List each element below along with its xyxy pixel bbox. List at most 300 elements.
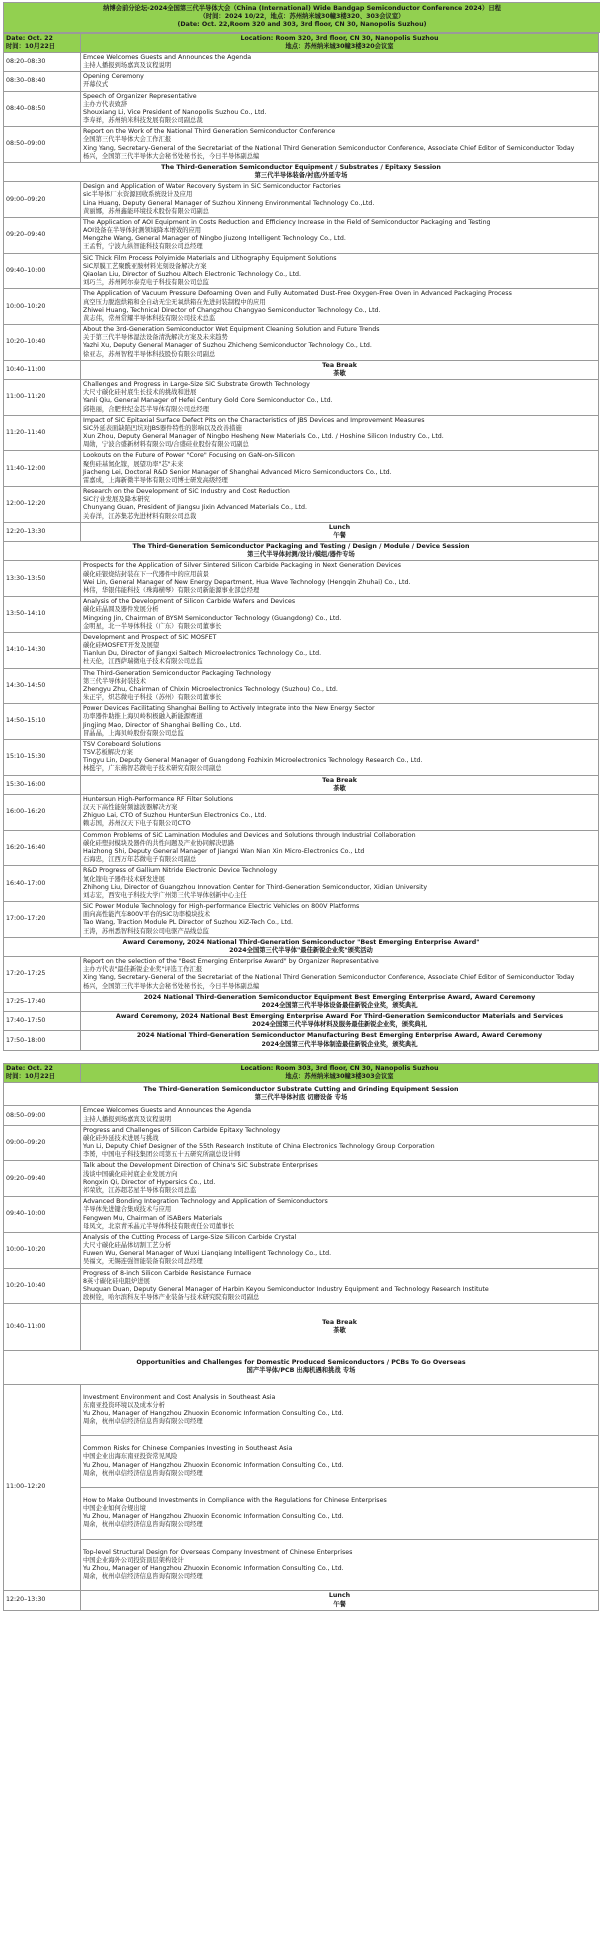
day2-date-cell (4, 1063, 81, 1082)
agenda-item (81, 253, 599, 289)
agenda-item (81, 1197, 599, 1233)
time-slot: 12:20–13:30 (4, 522, 81, 541)
session-row (4, 1351, 599, 1384)
table-row (4, 957, 599, 993)
session-title-line: Opportunities and Challenges for Domestic Produced Semiconductors / PCBs To Go Overseas (136, 1359, 466, 1367)
table-row (4, 1232, 599, 1268)
agenda-item-line: Tao Wang, Traction Module PL Director of Suzhou XiZ-Tech Co., Ltd. (83, 919, 293, 927)
agenda-item-line: Shouxiang Li, Vice President of Nanopolis Suzhou Co., Ltd. (83, 108, 267, 116)
day1-location-cn: 地点：苏州纳米城30幢3楼320会议室 (285, 42, 394, 50)
break-item (81, 1304, 599, 1351)
agenda-item-line: Xing Yang, Secretary-General of the Secretariat of the National Third Generation Semiconductor Conference, Associate Chief Editor of Semiconductor Today (83, 974, 575, 982)
session-row (4, 937, 599, 956)
agenda-item-line: 开幕仪式 (83, 81, 109, 89)
agenda-item-line: TSV芯板解决方案 (83, 749, 133, 757)
agenda-item-line: Yazhi Xu, Deputy General Manager of Suzhou Zhicheng Semiconductor Technology Co., Ltd. (83, 342, 372, 350)
break-line: Tea Break (322, 776, 357, 784)
time-slot: 11:40–12:00 (4, 451, 81, 487)
agenda-item (81, 1385, 598, 1437)
day1-schedule-table (3, 33, 599, 1051)
time-slot: 10:40–11:00 (4, 360, 81, 379)
agenda-item-line: SiC Power Module Technology for High-performance Electric Vehicles on 800V Platforms (83, 903, 360, 911)
table-row (4, 704, 599, 740)
day2-schedule-table (3, 1063, 599, 1611)
header-subtitle: （时间：2024 10/22，地点：苏州纳米城30幢3楼320、303会议室） (199, 13, 405, 21)
agenda-item (81, 866, 599, 902)
agenda-item-line: 大尺寸碳化硅衬底生长技术的挑战和进展 (83, 389, 197, 397)
agenda-item-line: 母凤文，北京青禾晶元半导体科技有限责任公司董事长 (83, 1222, 235, 1230)
session-title-cn: 第三代半导体衬底 切磨设备 专场 (254, 1094, 348, 1102)
table-row (4, 182, 599, 218)
session-title-line: Award Ceremony, 2024 National Third-Generation Semiconductor "Best Emerging Enterprise Award" (122, 938, 480, 946)
day2-location-en: Location: Room 303, 3rd floor, CN 30, Nanopolis Suzhou (240, 1064, 439, 1072)
break-item (81, 360, 599, 379)
agenda-item (81, 1106, 599, 1125)
time-slot: 14:10–14:30 (4, 632, 81, 668)
agenda-item-line: 聚焦硅基氮化镓，展望功率"芯"未来 (83, 460, 184, 468)
agenda-item-line: 中国企业海外公司投资顶层架构设计 (83, 1556, 184, 1564)
agenda-item-line: SiC行业发展及降本研究 (83, 496, 150, 504)
agenda-item-line: 刘巧兰，苏州阿尔泰克电子科技有限公司总监 (83, 279, 209, 287)
agenda-item-line: TSV Coreboard Solutions (83, 740, 161, 748)
time-slot: 10:00–10:20 (4, 289, 81, 325)
agenda-item-line: Research on the Development of SiC Industry and Cost Reduction (83, 488, 290, 496)
agenda-item-line: 杨兴，全国第三代半导体大会秘书处秘书长，今日半导体副总编 (83, 152, 260, 160)
agenda-item-line: 全国第三代半导体大会工作汇报 (83, 136, 172, 144)
agenda-item-line: 林伟，华银伟能科技（珠海横琴）有限公司新能源事业部总经理 (83, 587, 260, 594)
agenda-item-line: Opening Ceremony (83, 73, 144, 81)
table-row (4, 522, 599, 541)
break-line: 茶歇 (333, 369, 346, 377)
break-item (81, 1591, 599, 1610)
day1-location-en: Location: Room 320, 3rd floor, CN 30, Nanopolis Suzhou (240, 34, 439, 42)
agenda-item-group (81, 1384, 599, 1591)
agenda-item-line: sic半导体厂水资源回收系统设计及应用 (83, 191, 193, 199)
agenda-item-line: Power Devices Facilitating Shanghai Belling to Actively Integrate into the New Energy Sector (83, 705, 375, 713)
time-slot: 17:25–17:40 (4, 992, 81, 1011)
agenda-item-line: Impact of SiC Epitaxial Surface Defect Pits on the Characteristics of JBS Devices and Improvement Measures (83, 416, 425, 424)
agenda-item-line: Haizhong Shi, Deputy General Manager of Jiangxi Wan Nian Xin Micro-Electronics Co., Ltd (83, 847, 365, 855)
agenda-item (81, 597, 599, 633)
table-row (4, 1031, 599, 1050)
agenda-item-line: 关春洋，江苏集芯先进材料有限公司总裁 (83, 512, 197, 520)
session-title (4, 1351, 599, 1384)
break-line: 茶歇 (333, 1327, 346, 1335)
agenda-item (81, 415, 599, 451)
agenda-item-line: 林挺宇，广东佛智芯微电子技术研究有限公司副总 (83, 765, 222, 773)
day1-date-en: Date: Oct. 22 (6, 34, 53, 42)
table-row (4, 1125, 599, 1161)
time-slot: 09:00–09:20 (4, 1125, 81, 1161)
table-row (4, 217, 599, 253)
agenda-item-line: The Application of Vacuum Pressure Defoaming Oven and Fully Automated Dust-Free Oxygen-Free Oven in Advanced Packaging Process (83, 290, 512, 298)
time-slot: 17:50–18:00 (4, 1031, 81, 1050)
time-slot: 13:50–14:10 (4, 597, 81, 633)
time-slot: 17:40–17:50 (4, 1012, 81, 1031)
agenda-item (81, 561, 599, 597)
session-title-line: 第三代半导体封测/设计/模组/器件专场 (247, 551, 355, 559)
agenda-item (81, 380, 599, 416)
table-row (4, 597, 599, 633)
agenda-item (81, 487, 599, 523)
agenda-item-line: Huntersun High-Performance RF Filter Solutions (83, 795, 234, 803)
agenda-item-line: Tianlun Du, Director of Jiangxi Saltech Microelectronics Technology Co., Ltd. (83, 650, 322, 658)
table-row (4, 668, 599, 704)
table-row (4, 487, 599, 523)
agenda-item-line: Challenges and Progress in Large-Size SiC Substrate Growth Technology (83, 381, 310, 389)
table-row (4, 632, 599, 668)
break-line: Lunch (328, 523, 351, 531)
agenda-item (81, 1161, 599, 1197)
time-slot: 08:30–08:40 (4, 72, 81, 91)
agenda-item-line: Investment Environment and Cost Analysis in Southeast Asia (83, 1393, 276, 1401)
agenda-item-line: Chunyang Guan, President of Jiangsu Jixin Advanced Materials Co., Ltd. (83, 504, 308, 512)
time-slot: 11:00–12:20 (4, 1384, 81, 1591)
session-title (4, 1083, 599, 1106)
time-slot: 08:50–09:00 (4, 127, 81, 163)
time-slot: 12:20–13:30 (4, 1591, 81, 1610)
session-title (4, 542, 599, 561)
time-slot: 09:00–09:20 (4, 182, 81, 218)
agenda-item-line: 冒晶晶，上海贝岭股份有限公司总监 (83, 729, 184, 737)
time-slot: 09:20–09:40 (4, 217, 81, 253)
agenda-item-line: Analysis of the Cutting Process of Large-Size Silicon Carbide Crystal (83, 1233, 297, 1241)
table-row (4, 775, 599, 794)
agenda-item-line: 朱正宇，炽芯微电子科技（苏州）有限公司董事长 (83, 694, 222, 702)
agenda-item (81, 1488, 598, 1540)
day2-location-cell (81, 1063, 599, 1082)
agenda-item-line: 中国企业出海东南亚投资常见风险 (83, 1453, 178, 1461)
table-row (4, 1304, 599, 1351)
agenda-item-line: Yu Zhou, Manager of Hangzhou Zhuoxin Economic Information Consulting Co., Ltd. (83, 1409, 344, 1417)
agenda-item-line: 邱艳丽，合肥世纪金芯半导体有限公司总经理 (83, 405, 209, 413)
agenda-item-line: 祁荣欣，江苏超芯星半导体有限公司总监 (83, 1187, 197, 1194)
agenda-item-line: 2024全国第三代半导体材料及服务最佳新锐企业奖，颁奖典礼 (252, 1021, 427, 1029)
agenda-item-line: 主持人播报到场嘉宾及议程说明 (83, 1115, 172, 1123)
agenda-item (81, 451, 599, 487)
agenda-item-line: 周余，杭州卓信经济信息咨询有限公司经理 (83, 1573, 203, 1581)
agenda-item-line: 半导体先进键合集成技术与应用 (83, 1206, 172, 1214)
agenda-item-line: Zhiwei Huang, Technical Director of Changzhou Changyao Semiconductor Technology Co., Ltd. (83, 306, 381, 314)
agenda-item-line: 碳化硅MOSFET开发及展望 (83, 642, 160, 650)
agenda-item-line: Fuwen Wu, General Manager of Wuxi Lianqiang Intelligent Technology Co., Ltd. (83, 1250, 332, 1258)
session-row (4, 542, 599, 561)
table-row (4, 360, 599, 379)
agenda-item-line: Mengzhe Wang, General Manager of Ningbo Jiuzong Intelligent Technology Co., Ltd. (83, 235, 346, 243)
agenda-item-line: Lina Huang, Deputy General Manager of Suzhou Xinneng Environmental Technology Co.,Ltd. (83, 199, 375, 207)
agenda-item-line: 真空压力脱泡烘箱和全自动无尘无氧烘箱在先进封装制程中的应用 (83, 298, 266, 306)
table-row (4, 52, 599, 71)
agenda-item-line: Development and Prospect of SiC MOSFET (83, 633, 217, 641)
agenda-item-line: 2024 National Third-Generation Semiconductor Equipment Best Emerging Enterprise Award, Award Ceremony (143, 993, 536, 1001)
table-row (4, 1268, 599, 1304)
agenda-item-line: 汉天下高性能射频滤波器解决方案 (83, 804, 178, 812)
header-subtitle-en: (Date: Oct. 22,Room 320 and 303, 3rd floor, CN 30, Nanopolis Suzhou) (177, 21, 427, 29)
break-line: Lunch (328, 1592, 351, 1600)
table-row (4, 451, 599, 487)
agenda-item-line: 金明星，北一半导体科技（广东）有限公司董事长 (83, 622, 222, 630)
award-item (81, 992, 599, 1011)
table-row (4, 866, 599, 902)
agenda-item-line: 2024全国第三代半导体设备最佳新锐企业奖，颁奖典礼 (261, 1001, 418, 1009)
time-slot: 11:20–11:40 (4, 415, 81, 451)
table-row (4, 127, 599, 163)
table-row (4, 561, 599, 597)
time-slot: 10:40–11:00 (4, 1304, 81, 1351)
agenda-item-line: Progress and Challenges of Silicon Carbide Epitaxy Technology (83, 1126, 281, 1134)
break-line: Tea Break (322, 361, 357, 369)
agenda-item-line: 杨兴，全国第三代半导体大会秘书处秘书长，今日半导体副总编 (83, 982, 260, 990)
agenda-item-line: 周余，杭州卓信经济信息咨询有限公司经理 (83, 1521, 203, 1529)
time-slot: 09:40–10:00 (4, 253, 81, 289)
agenda-item-line: Common Problems of SiC Lamination Modules and Devices and Solutions through Industrial Collaboration (83, 831, 416, 839)
agenda-item-line: SiC外延表面缺陷凹坑对JBS器件特性的影响以及改善措施 (83, 424, 242, 432)
table-row (4, 1197, 599, 1233)
agenda-item-line: 中国企业如何合规出境 (83, 1505, 146, 1513)
agenda-item-line: 黄志伟，常州常耀半导体科技有限公司技术总监 (83, 314, 216, 322)
day1-date-cn: 时间：10月22日 (6, 42, 56, 50)
agenda-item-line: 碳化硅塑封模块及器件的共性问题及产业协同解决思路 (83, 839, 235, 847)
session-title-line: 第三代半导体装备/衬底/外延专场 (254, 172, 348, 180)
agenda-item-line: Progress of 8-inch Silicon Carbide Resistance Furnace (83, 1269, 252, 1277)
agenda-item-line: 周余，杭州卓信经济信息咨询有限公司经理 (83, 1469, 203, 1477)
table-row (4, 902, 599, 938)
header-title: 纳博会前分论坛-2024全国第三代半导体大会（China (International) Wide Bandgap Semiconductor Conference 2024）日程 (103, 5, 501, 12)
agenda-item-line: Jiacheng Lei, Doctoral R&D Senior Manager of Shanghai Advanced Micro Semiconductors Co., Ltd. (83, 468, 392, 476)
agenda-item-line: 面向高性能汽车800V平台的SiC功率模块技术 (83, 911, 211, 919)
agenda-item-line: 碳化硅外延技术进展与挑战 (83, 1134, 159, 1142)
time-slot: 15:10–15:30 (4, 739, 81, 775)
agenda-item-line: 碳化硅晶圆及器件发展分析 (83, 606, 159, 614)
session-title-line: 2024全国第三代半导体"最佳新锐企业奖"颁奖活动 (229, 946, 373, 954)
session-row (4, 162, 599, 181)
day2-location-cn: 地点：苏州纳米城30幢3楼303会议室 (285, 1072, 394, 1080)
agenda-item-line: Common Risks for Chinese Companies Investing in Southeast Asia (83, 1445, 293, 1453)
time-slot: 09:40–10:00 (4, 1197, 81, 1233)
agenda-item-line: Prospects for the Application of Silver Sintered Silicon Carbide Packaging in Next Generation Devices (83, 562, 402, 570)
agenda-item-line: Xun Zhou, Deputy General Manager of Ningbo Hesheng New Materials Co., Ltd. / Hoshine Silicon Industry Co., Ltd. (83, 433, 444, 441)
day2-date-row (4, 1063, 599, 1082)
agenda-item-line: Yu Zhou, Manager of Hangzhou Zhuoxin Economic Information Consulting Co., Ltd. (83, 1461, 344, 1469)
agenda-item-line: Speech of Organizer Representative (83, 92, 197, 100)
agenda-item (81, 704, 599, 740)
agenda-item-line: Wei Lin, General Manager of New Energy Department, Hua Wave Technology (Hengqin Zhuhai) Co., Ltd. (83, 578, 411, 586)
agenda-item-line: 8英寸碳化硅电阻炉进展 (83, 1277, 150, 1285)
agenda-item-line: The Third-Generation Semiconductor Packaging Technology (83, 669, 272, 677)
agenda-item-line: 李寿祥，苏州纳米科技发展有限公司副总裁 (83, 117, 203, 125)
day2-session-row (4, 1083, 599, 1106)
agenda-item-line: 雷嘉成，上海新微半导体有限公司博士研发高级经理 (83, 476, 228, 484)
agenda-item-line: Advanced Bonding Integration Technology and Application of Semiconductors (83, 1198, 328, 1206)
agenda-item-line: SiC厚膜工艺聚酰亚胺材料光刻设备解决方案 (83, 262, 207, 270)
agenda-item-line: Tingyu Lin, Deputy General Manager of Guangdong Fozhixin Microelectronics Technology Research Co., Ltd. (83, 757, 423, 765)
agenda-item-line: Yun Li, Deputy Chief Designer of the 55th Research Institute of China Electronics Technology Group Corporation (83, 1143, 435, 1151)
session-title (4, 937, 599, 956)
table-row (4, 91, 599, 127)
agenda-item (81, 325, 599, 361)
award-item (81, 1031, 599, 1050)
agenda-item-line: Qiaolan Liu, Director of Suzhou Altech Electronic Technology Co., Ltd. (83, 270, 302, 278)
table-row (4, 1591, 599, 1610)
agenda-header (3, 2, 600, 33)
day1-date-row (4, 33, 599, 52)
time-slot: 11:00–11:20 (4, 380, 81, 416)
time-slot: 12:00–12:20 (4, 487, 81, 523)
agenda-item-line: Xing Yang, Secretary-General of the Secretariat of the National Third Generation Semiconductor Conference, Associate Chief Editor of Semiconductor Today (83, 144, 575, 152)
agenda-item-line: The Application of AOI Equipment in Costs Reduction and Efficiency Increase in the Field of Semiconductor Packaging and Testing (83, 218, 491, 226)
time-slot: 14:50–15:10 (4, 704, 81, 740)
agenda-item-line: AOI设备在半导体封测领域降本增效的应用 (83, 227, 202, 235)
time-slot: 16:00–16:20 (4, 794, 81, 830)
break-item (81, 775, 599, 794)
agenda-item (81, 1436, 598, 1488)
agenda-item-line: 关于第三代半导体湿法设备清洗解决方案及未来趋势 (83, 334, 228, 342)
agenda-item-line: Analysis of the Development of Silicon Carbide Wafers and Devices (83, 598, 296, 606)
table-row (4, 739, 599, 775)
agenda-item (81, 1268, 599, 1304)
time-slot: 10:20–10:40 (4, 1268, 81, 1304)
time-slot: 08:50–09:00 (4, 1106, 81, 1125)
session-title-line: The Third-Generation Semiconductor Packaging and Testing / Design / Module / Device Session (132, 543, 470, 551)
agenda-item-line: Mingxing Jin, Chairman of BYSM Semiconductor Technology (Guangdong) Co., Ltd. (83, 614, 342, 622)
day1-date-cell (4, 33, 81, 52)
agenda-item-line: Yu Zhou, Manager of Hangzhou Zhuoxin Economic Information Consulting Co., Ltd. (83, 1513, 344, 1521)
agenda-item (81, 1540, 598, 1591)
award-item (81, 1012, 599, 1031)
agenda-item (81, 127, 599, 163)
agenda-item-line: 徐亚志，苏州智程半导体科技股份有限公司副总 (83, 350, 216, 358)
agenda-item-line: 碳化硅银烧结封装在下一代器件中的应用前景 (83, 570, 209, 578)
agenda-item-line: Report on the selection of the "Best Emerging Enterprise Award" by Organizer Representative (83, 958, 379, 966)
agenda-item-line: Design and Application of Water Recovery System in SiC Semiconductor Factories (83, 183, 341, 191)
agenda-item-line: Lookouts on the Future of Power "Core" Focusing on GaN-on-Silicon (83, 452, 295, 460)
time-slot: 16:40–17:00 (4, 866, 81, 902)
session-title-en: The Third-Generation Semiconductor Substrate Cutting and Grinding Equipment Session (143, 1086, 459, 1094)
agenda-item (81, 289, 599, 325)
table-row (4, 253, 599, 289)
agenda-item (81, 794, 599, 830)
agenda-item (81, 91, 599, 127)
break-line: Tea Break (322, 1319, 357, 1327)
agenda-item-line: 王孟哲，宁波九纵智能科技有限公司总经理 (83, 243, 203, 251)
agenda-item-line: 周勋，宁波合盛新材料有限公司/合盛硅业股份有限公司副总 (83, 441, 249, 449)
agenda-item-line: 大尺寸碳化硅晶体切割工艺分析 (83, 1242, 172, 1250)
time-slot: 08:20–08:30 (4, 52, 81, 71)
agenda-item-line: 2024 National Third-Generation Semiconductor Manufacturing Best Emerging Enterprise Award, Award Ceremony (136, 1032, 543, 1040)
agenda-item-line: SiC Thick Film Process Polyimide Materials and Lithography Equipment Solutions (83, 254, 337, 262)
agenda-item-line: 吴福文，无锡连强智能装备有限公司总经理 (83, 1258, 203, 1266)
table-row (4, 380, 599, 416)
table-row (4, 1012, 599, 1031)
agenda-item-line: 赖志国，苏州汉天下电子有限公司CTO (83, 820, 191, 828)
agenda-item (81, 217, 599, 253)
session-title-line: 国产半导体/PCB 出海机遇和挑战 专场 (246, 1367, 356, 1375)
time-slot: 16:20–16:40 (4, 830, 81, 866)
agenda-item-line: Zhiguo Lai, CTO of Suzhou HunterSun Electronics Co., Ltd. (83, 812, 267, 820)
table-row (4, 794, 599, 830)
agenda-item-line: 第三代半导体封装技术 (83, 677, 146, 685)
day2-date-cn: 时间：10月22日 (6, 1072, 56, 1080)
agenda-item-line: How to Make Outbound Investments in Compliance with the Regulations for Chinese Enterprises (83, 1496, 387, 1504)
agenda-item (81, 72, 599, 91)
agenda-item-line: Fengwen Mu, Chairman of iSABers Materials (83, 1214, 223, 1222)
session-title-line: The Third-Generation Semiconductor Equipment / Substrates / Epitaxy Session (161, 163, 441, 171)
agenda-item-line: 黄丽娜，苏州鑫能环境技术股份有限公司副总 (83, 207, 209, 215)
time-slot: 08:40–08:50 (4, 91, 81, 127)
break-item (81, 522, 599, 541)
table-row (4, 415, 599, 451)
agenda-item-line: 东南亚投资环境以及成本分析 (83, 1401, 165, 1409)
time-slot: 13:30–13:50 (4, 561, 81, 597)
day1-location-cell (81, 33, 599, 52)
session-title (4, 162, 599, 181)
break-line: 午餐 (333, 1600, 346, 1608)
agenda-item-line: 周余，杭州卓信经济信息咨询有限公司经理 (83, 1418, 203, 1426)
table-row (4, 992, 599, 1011)
time-slot: 17:00–17:20 (4, 902, 81, 938)
time-slot: 10:20–10:40 (4, 325, 81, 361)
agenda-item-line: 主办方代表"最佳新锐企业奖"评选工作汇报 (83, 966, 203, 974)
agenda-item (81, 52, 599, 71)
agenda-item-line: 浅谈中国碳化硅衬底企业发展方向 (83, 1170, 178, 1178)
agenda-item (81, 182, 599, 218)
agenda-item-line: About the 3rd-Generation Semiconductor Wet Equipment Cleaning Solution and Future Trends (83, 326, 380, 334)
agenda-item-line: 王涛，苏州悉智科技有限公司电驱产品线总监 (83, 927, 209, 935)
agenda-item-line: Top-level Structural Design for Overseas Company Investment of Chinese Enterprises (83, 1548, 353, 1556)
break-line: 午餐 (333, 531, 346, 539)
agenda-item-line: Shuquan Duan, Deputy General Manager of Harbin Keyou Semiconductor Industry Equipment and Technology Research Institute (83, 1285, 489, 1293)
agenda-item-line: 主办方代表致辞 (83, 100, 128, 108)
agenda-item (81, 739, 599, 775)
agenda-item (81, 1125, 599, 1161)
agenda-item-line: 刘志宏，西安电子科技大学广州第三代半导体创新中心主任 (83, 891, 247, 899)
agenda-item (81, 1232, 599, 1268)
agenda-item-line: Award Ceremony, 2024 National Best Emerging Enterprise Award For Third-Generation Semiconductor Materials and Services (115, 1013, 564, 1021)
agenda-item (81, 957, 599, 993)
table-row (4, 1106, 599, 1125)
table-row (4, 1161, 599, 1197)
agenda-item (81, 902, 599, 938)
agenda-item-line: Zhengyu Zhu, Chairman of Chixin Microelectronics Technology (Suzhou) Co., Ltd. (83, 685, 338, 693)
agenda-item-line: 氮化镓电子器件技术研发进展 (83, 875, 165, 883)
table-row (4, 325, 599, 361)
agenda-item-line: 主持人播报到场嘉宾及议程说明 (83, 62, 172, 70)
agenda-item-line: 2024全国第三代半导体制造最佳新锐企业奖，颁奖典礼 (261, 1040, 418, 1048)
day2-date-en: Date: Oct. 22 (6, 1064, 53, 1072)
agenda-item-line: Yu Zhou, Manager of Hangzhou Zhuoxin Economic Information Consulting Co., Ltd. (83, 1564, 344, 1572)
table-row (4, 830, 599, 866)
agenda-item (81, 830, 599, 866)
agenda-item-line: Report on the Work of the National Third Generation Semiconductor Conference (83, 128, 336, 136)
time-slot: 15:30–16:00 (4, 775, 81, 794)
agenda-item-line: 杜天伦，江西萨瑞微电子技术有限公司总监 (83, 658, 203, 666)
table-row (4, 1384, 599, 1591)
agenda-item-line: 段树铨，哈尔滨科友半导体产业装备与技术研究院有限公司副总 (83, 1294, 260, 1302)
agenda-item-line: Emcee Welcomes Guests and Announces the Agenda (83, 53, 252, 61)
time-slot: 10:00–10:20 (4, 1232, 81, 1268)
agenda-item-line: 李赟，中国电子科技集团公司第五十五研究所副总设计师 (83, 1151, 241, 1159)
agenda-item-line: Talk about the Development Direction of China's SiC Substrate Enterprises (83, 1162, 318, 1170)
time-slot: 17:20–17:25 (4, 957, 81, 993)
agenda-item-line: Rongxin Qi, Director of Hypersics Co., Ltd. (83, 1178, 216, 1186)
agenda-item-line: Emcee Welcomes Guests and Announces the Agenda (83, 1107, 252, 1115)
agenda-item-line: R&D Progress of Gallium Nitride Electronic Device Technology (83, 867, 278, 875)
agenda-item (81, 668, 599, 704)
break-line: 茶歇 (333, 784, 346, 792)
agenda-item-line: Zhihong Liu, Director of Guangzhou Innovation Center for Third-Generation Semiconductor, Xidian University (83, 883, 428, 891)
agenda-item-line: 功率器件助推上海贝岭积极融入新能源赛道 (83, 713, 203, 721)
time-slot: 09:20–09:40 (4, 1161, 81, 1197)
